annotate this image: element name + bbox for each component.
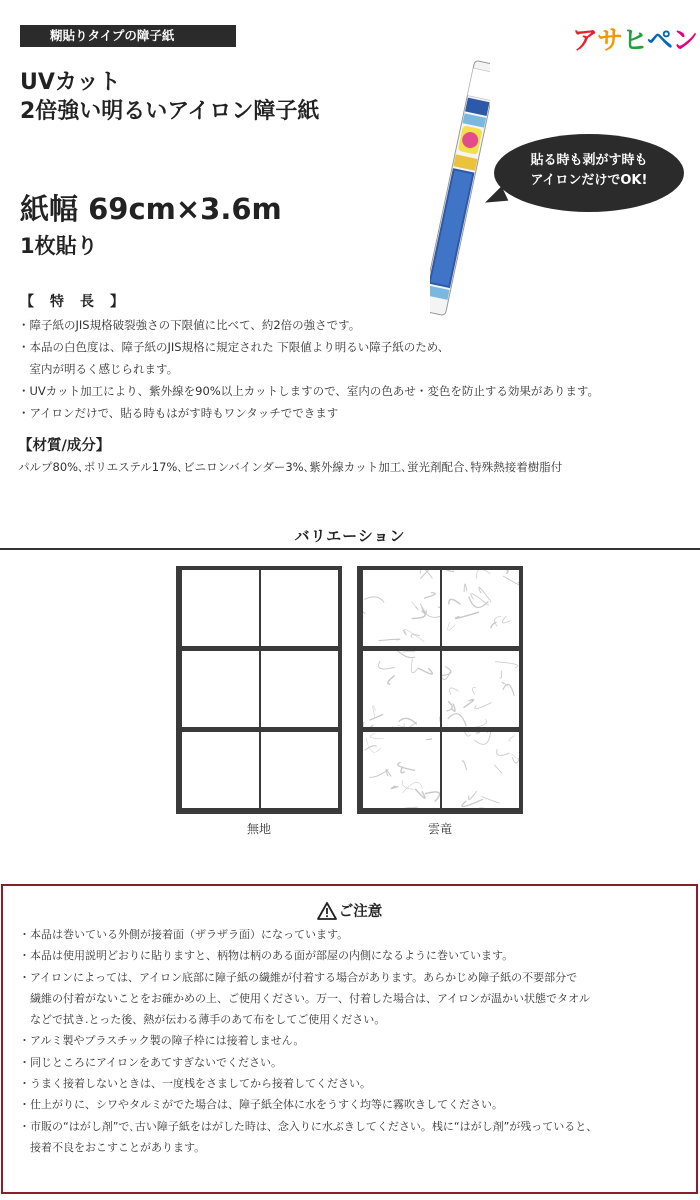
bubble-line1: 貼る時も剥がす時も	[530, 153, 648, 168]
unryu-pane	[442, 651, 519, 727]
product-roll-image	[430, 58, 490, 318]
feature-item: ・本品の白色度は、障子紙のJIS規格に規定された 下限値より明るい障子紙のため、	[18, 340, 450, 354]
variation-label-unryu: 雲竜	[427, 822, 452, 836]
plain-pane	[261, 570, 338, 646]
material-text: パルプ80%､ポリエステル17%､ビニロンバインダー3%､紫外線カット加工､蛍光剤配合､特殊熱接着樹脂付	[18, 460, 563, 474]
notice-list	[19, 924, 597, 1158]
variation-title: バリエーション	[294, 527, 406, 545]
notice-item: ・市販の“はがし剤”で､古い障子紙をはがした時は、念入りに水ぶきしてください。桟に“はがし剤”が残っていると、	[19, 1119, 598, 1133]
logo-letter: ペ	[647, 26, 673, 56]
unryu-pane	[363, 732, 440, 808]
brand-logo	[572, 20, 697, 57]
notice-item: ・同じところにアイロンをあてすぎないでください。	[19, 1055, 283, 1069]
feature-item: 室内が明るく感じられます。	[18, 362, 179, 376]
speech-bubble	[494, 134, 684, 212]
notice-item: ・仕上がりに、シワやタルミがでた場合は、障子紙全体に水をうすく均等に霧吹きしてください。	[19, 1098, 503, 1112]
category-tag: 糊貼りタイプの障子紙	[20, 25, 236, 47]
product-title	[20, 68, 319, 126]
variation-divider	[0, 548, 700, 550]
product-title-line2: 2倍強い明るいアイロン障子紙	[20, 99, 320, 124]
logo-letter: ア	[572, 26, 598, 56]
notice-item: ・本品は巻いている外側が接着面（ザラザラ面）になっています。	[19, 928, 349, 941]
notice-item: ・アルミ製やプラスチック製の障子枠には接着しません。	[19, 1034, 305, 1048]
notice-item: 接着不良をおこすことがあります。	[19, 1140, 206, 1154]
notice-heading	[3, 900, 696, 921]
material-heading: 【材質/成分】	[18, 438, 111, 454]
plain-pane	[182, 570, 259, 646]
features-list	[18, 314, 599, 424]
variation-swatch-unryu	[357, 566, 523, 814]
logo-letter: ヒ	[622, 26, 648, 56]
notice-box	[1, 884, 698, 1194]
plain-pane	[261, 651, 338, 727]
plain-pane	[182, 732, 259, 808]
notice-item: ・うまく接着しないときは、一度桟をさましてから接着してください。	[19, 1077, 371, 1091]
unryu-pane	[442, 732, 519, 808]
plain-pane	[182, 651, 259, 727]
logo-letter: ン	[672, 26, 698, 56]
variation-label-plain: 無地	[246, 822, 271, 836]
product-title-line1: UVカット	[20, 70, 121, 95]
notice-item: ・アイロンによっては、アイロン底部に障子紙の繊維が付着する場合があります。あらかじめ障子紙の不要部分で	[19, 970, 578, 984]
notice-item: などで拭き.とった後、熱が伝わる薄手のあて布をしてご使用ください。	[19, 1013, 386, 1027]
feature-item: ・UVカット加工により、紫外線を90%以上カットしますので、室内の色あせ・変色を防止する効果があります。	[18, 384, 599, 398]
warning-icon	[317, 902, 337, 920]
unryu-pane	[442, 570, 519, 646]
plain-pane	[261, 732, 338, 808]
feature-item: ・障子紙のJIS規格破裂強さの下限値に比べて、約2倍の強さです。	[18, 318, 361, 332]
unryu-pane	[363, 570, 440, 646]
notice-item: 繊維の付着がないことをお確かめの上、ご使用ください。万一、付着した場合は、アイロンが温かい状態でタオル	[19, 991, 591, 1005]
bubble-line2: アイロンだけでOK!	[530, 173, 648, 188]
notice-heading-text: ご注意	[338, 904, 383, 920]
feature-item: ・アイロンだけで、貼る時もはがす時もワンタッチでできます	[18, 406, 339, 420]
variation-swatch-plain	[176, 566, 342, 814]
unryu-pane	[363, 651, 440, 727]
notice-item: ・本品は使用説明どおりに貼りますと、柄物は柄のある面が部屋の内側になるように巻いています。	[19, 949, 514, 963]
product-sheets: 1枚貼り	[20, 234, 98, 258]
features-heading: 【 特 長 】	[20, 294, 125, 310]
logo-letter: サ	[597, 26, 623, 56]
product-size: 紙幅 69cm×3.6m	[20, 192, 282, 226]
